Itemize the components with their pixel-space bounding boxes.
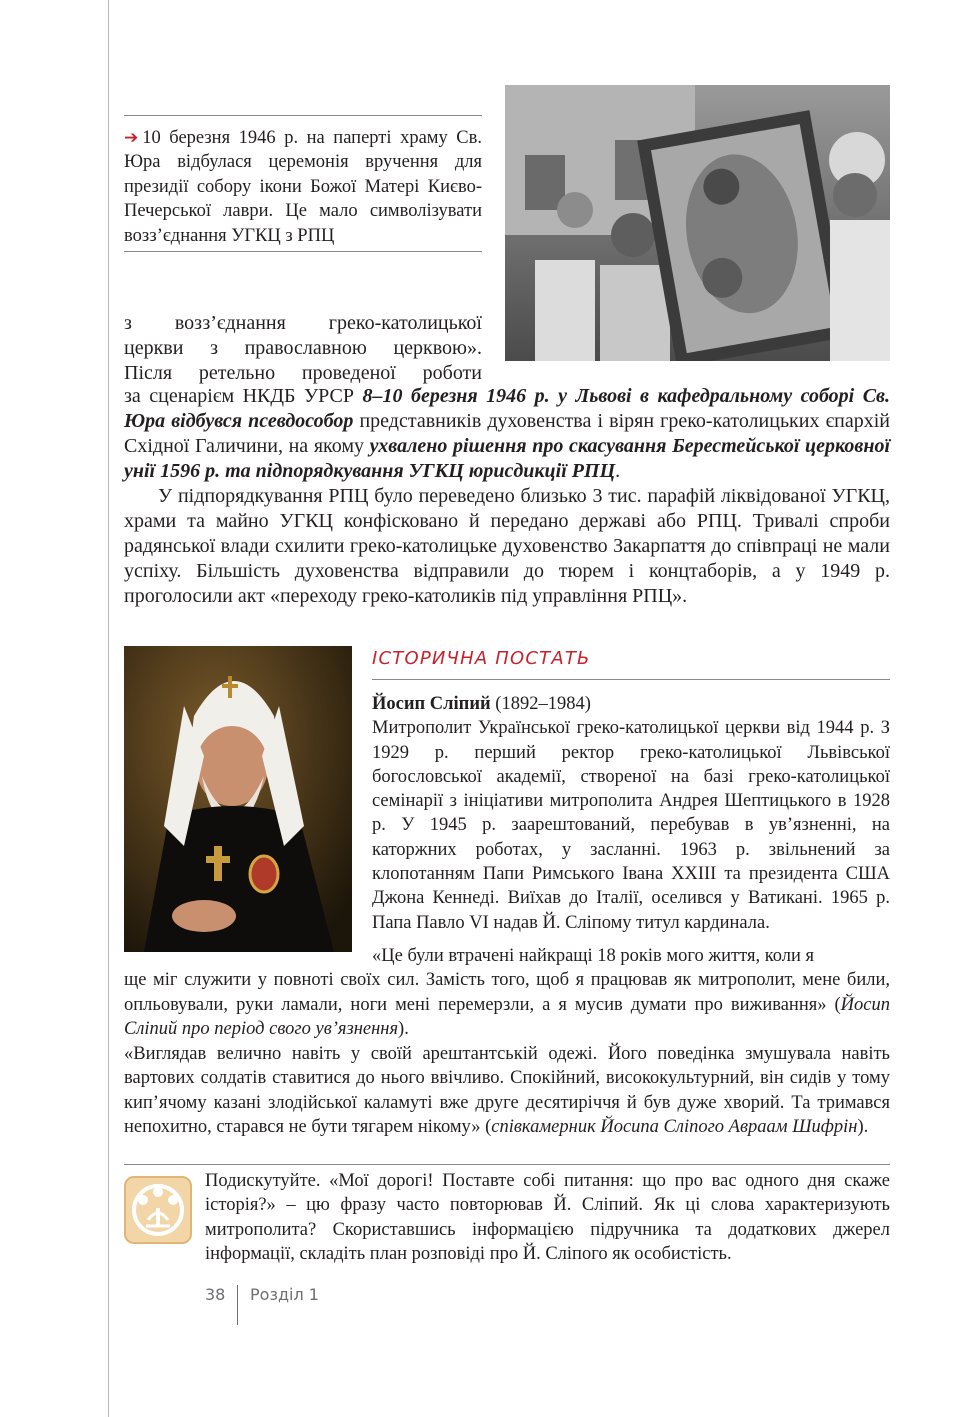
arrow-icon: ➔ xyxy=(124,128,139,148)
metropolitan-portrait-photo xyxy=(124,646,352,952)
page-footer xyxy=(205,1285,319,1325)
main-text xyxy=(124,384,890,609)
emphasis-text: 8–10 березня 1946 р. у Львові в кафедральному соборі Св. Юра відбувся псевдособор xyxy=(124,385,890,432)
section-rule xyxy=(372,679,890,680)
quote-first-line: «Це були втрачені найкращі 18 років мого життя, коли я xyxy=(372,946,815,966)
photo-caption xyxy=(124,126,482,248)
main-text-narrow xyxy=(124,311,482,386)
biography-text: Митрополит Української греко-католицької церкви від 1944 р. З 1929 р. перший ректор греко-католицької Львівської богословської академії, створеної на базі греко-католицької семінарії з ініціативи митрополита Андрея Шептицького в 1928 р. У 1945 р. заарештований, перебував в ув’язненні, на каторжних роботах, у засланні. 1963 р. звільнений за клопотанням Папи Римського Івана XXIII та президента США Джона Кеннеді. Виїхав до Італії, оселився у Ватикані. 1965 р. Папа Павло VI надав Й. Сліпому титул кардинала. xyxy=(372,718,890,933)
narrow-line: Після ретельно проведеної роботи xyxy=(124,362,482,384)
caption-rule-bottom xyxy=(124,251,482,252)
quote-source: Йосип Сліпий про період свого ув’язнення xyxy=(124,994,890,1039)
biography xyxy=(372,692,890,935)
icon-ceremony-photo xyxy=(505,85,890,361)
caption-text: 10 березня 1946 р. на паперті храму Св. Юра відбулася церемонія вручення для президії собору ікони Божої Матері Києво-Печерської лаври. Це мало символізувати возз’єднання УГКЦ з РПЦ xyxy=(124,128,482,246)
quote-slipyj xyxy=(124,944,890,1041)
emphasis-text: ухвалено рішення про скасування Берестейської церковної унії 1596 р. та підпорядкування УГКЦ юрисдикції РПЦ xyxy=(124,435,891,482)
quote-shifrin xyxy=(124,1042,890,1139)
discussion-icon xyxy=(124,1176,192,1244)
paragraph-subordination: У підпорядкування РПЦ було переведено близько 3 тис. парафій ліквідованої УГКЦ, храми та майно УГКЦ конфісковано й передано державі або РПЦ. Тривалі спроби радянської влади схилити греко-католицьке духовенство Закарпаття до співпраці не мали успіху. Більшість духовенства відправили до тюрем і концтаборів, а у 1949 р. проголосили акт «переходу греко-католиків під управління РПЦ». xyxy=(124,485,890,607)
footer-separator xyxy=(237,1285,238,1325)
quote-text: «Виглядав велично навіть у своїй арештантській одежі. Його поведінка змушувала навіть вартових солдатів ставитися до нього ввічливо. Спокійний, висококультурний, він сидів у тому кип’ячому казані злодійської каламуті вже друге десятиріччя й був дуже хворий. Та тримався непохитно, старався не бути тягарем нікому» ( xyxy=(124,1044,890,1137)
text-run: представників духовенства і вірян греко-католицьких єпархій Східної Галичини, на якому xyxy=(124,410,891,457)
section-label: Розділ 1 xyxy=(250,1285,319,1304)
paragraph-pseudosynod xyxy=(124,384,890,484)
narrow-line: церкви з православною церквою». xyxy=(124,337,482,359)
quote-source: співкамерник Йосипа Сліпого Авраам Шифрін xyxy=(491,1116,858,1137)
text-run: за сценарієм НКДБ УРСР xyxy=(124,385,363,407)
caption-rule-top xyxy=(124,115,482,116)
figure-heading xyxy=(372,692,890,716)
discussion-rule xyxy=(124,1164,890,1165)
discussion-task: Подискутуйте. «Мої дорогі! Поставте собі питання: що про вас одного дня скаже історія?» – цю фразу часто повторював Й. Сліпий. Як ці слова характеризують митрополита? Скориставшись інформацією підручника та додаткових джерел інформації, складіть план розповіді про Й. Сліпого як особистість. xyxy=(205,1171,890,1264)
text-run: . xyxy=(615,460,621,482)
quote-text: ще міг служити у повноті своїх сил. Замість того, щоб я працював як митрополит, мене били, опльовували, руки ламали, ноги мені перемерзли, а я мусив думати про виживання» ( xyxy=(124,970,890,1015)
section-title-historical-figure: ІСТОРИЧНА ПОСТАТЬ xyxy=(372,648,591,669)
figure-name: Йосип Сліпий xyxy=(372,694,491,714)
quote-end: ). xyxy=(857,1116,869,1137)
quote-end: ). xyxy=(398,1018,409,1039)
page-margin-line xyxy=(108,0,109,1417)
narrow-line: з возз’єднання греко-католицької xyxy=(124,312,482,334)
figure-years: (1892–1984) xyxy=(490,694,591,714)
page-number: 38 xyxy=(205,1285,226,1304)
